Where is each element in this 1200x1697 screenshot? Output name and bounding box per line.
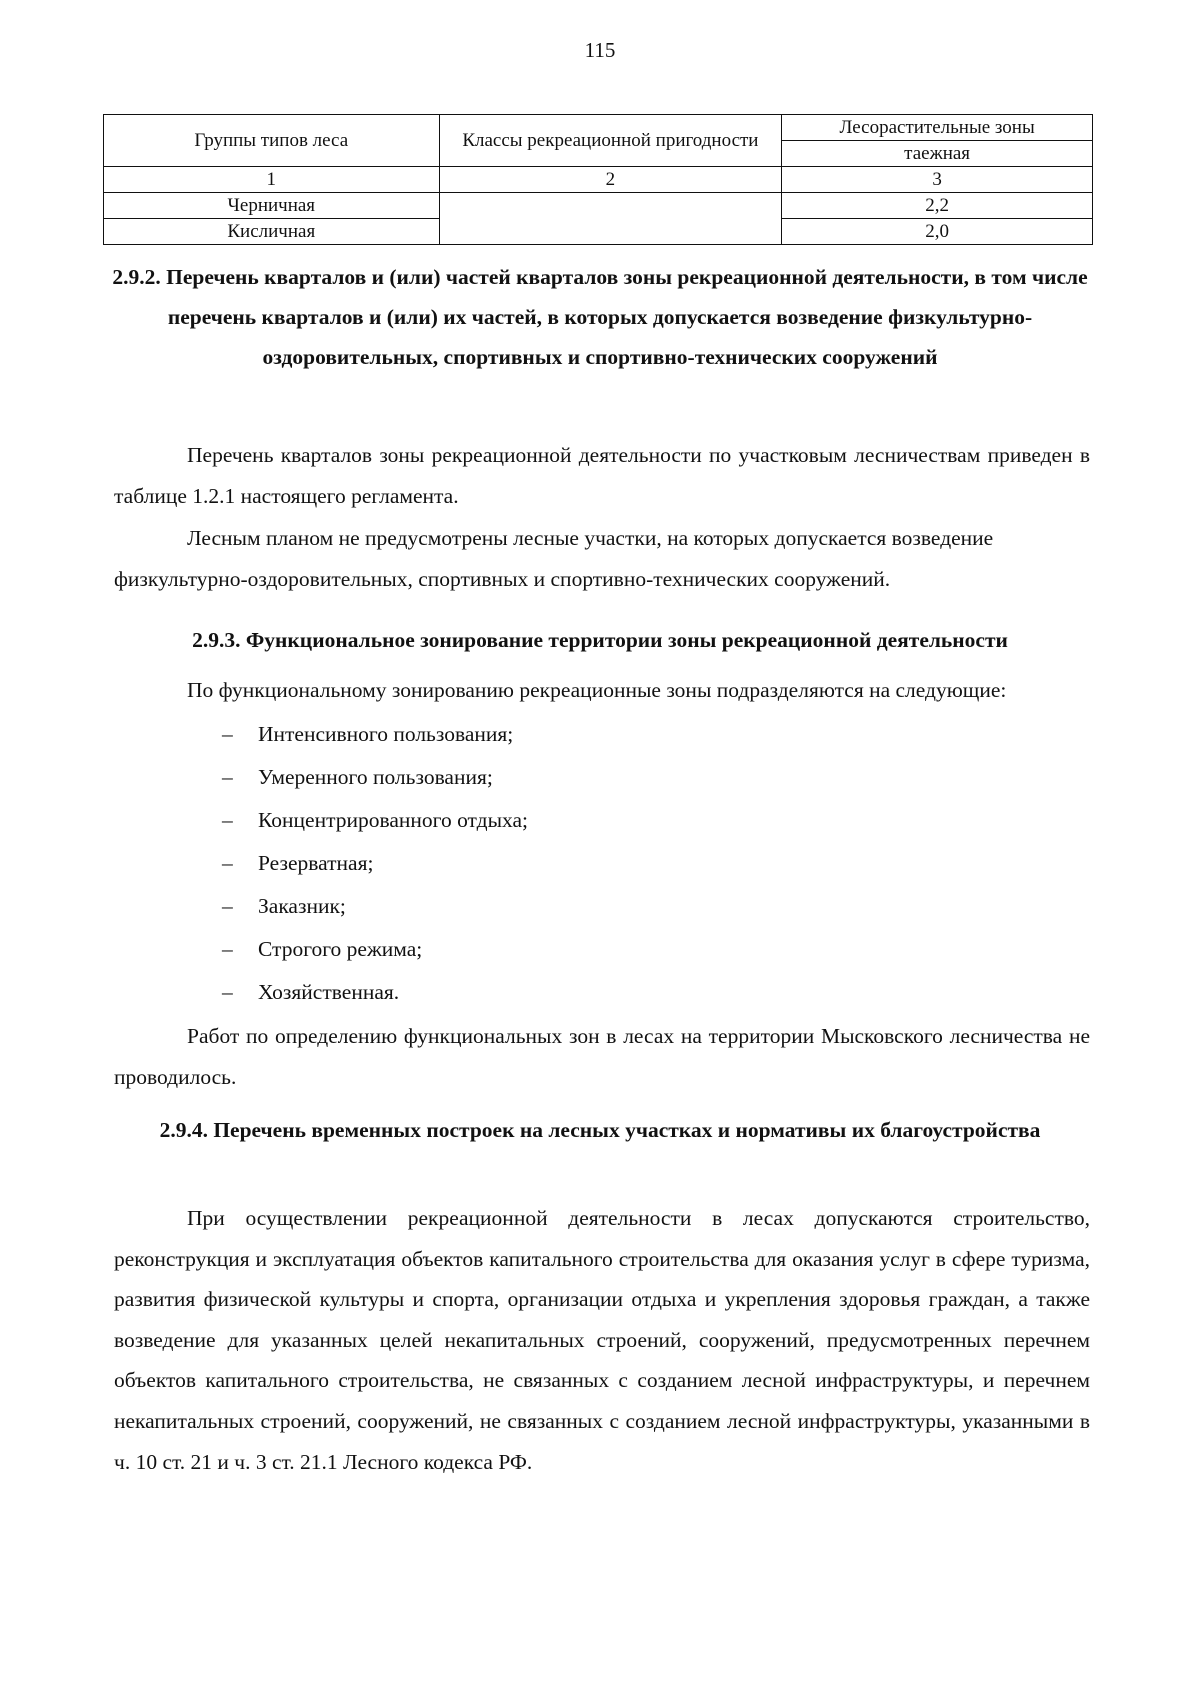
list-item [0, 799, 1200, 842]
zone-types-list [0, 713, 1200, 1014]
table-header-zones: Лесорастительные зоны [782, 115, 1093, 141]
list-dash: – [222, 722, 233, 746]
list-item-text: Хозяйственная. [258, 980, 400, 1004]
list-item-text: Концентрированного отдыха; [258, 808, 529, 832]
table-cell-value: 2,0 [782, 219, 1093, 245]
table-cell-class [439, 193, 782, 245]
list-dash: – [222, 808, 233, 832]
table-header-taiga: таежная [782, 141, 1093, 167]
list-item-text: Строгого режима; [258, 937, 423, 961]
list-item-text: Умеренного пользования; [258, 765, 493, 789]
table-row [104, 193, 1093, 219]
section-heading-2-9-3: 2.9.3. Функциональное зонирование территории зоны рекреационной деятельности [192, 628, 1008, 652]
list-dash: – [222, 980, 233, 1004]
table-header-groups: Группы типов леса [104, 115, 440, 167]
list-item [0, 928, 1200, 971]
section-293-intro: По функциональному зонированию рекреационные зоны подразделяются на следующие: [187, 678, 1007, 702]
list-item [0, 756, 1200, 799]
list-item [0, 971, 1200, 1014]
section-heading-2-9-2: 2.9.2. Перечень кварталов и (или) частей кварталов зоны рекреационной деятельности, в том числе перечень кварталов и (или) их частей, в которых допускается возведение физкультурно-оздоровительных, спортивных и спортивно-технических сооружений [112, 265, 1088, 369]
list-item [0, 713, 1200, 756]
table-header-classes: Классы рекреационной пригодности [439, 115, 782, 167]
table-numbering-row [104, 167, 1093, 193]
list-dash: – [222, 851, 233, 875]
table-cell: 2 [439, 167, 782, 193]
list-dash: – [222, 937, 233, 961]
list-dash: – [222, 894, 233, 918]
section-heading-2-9-4: 2.9.4. Перечень временных построек на лесных участках и нормативы их благоустройства [159, 1118, 1041, 1142]
table-cell-value: 2,2 [782, 193, 1093, 219]
section-292-paragraph-2: Лесным планом не предусмотрены лесные участки, на которых допускается возведение физкультурно-оздоровительных, спортивных и спортивно-технических сооружений. [114, 526, 994, 591]
table-cell: 1 [104, 167, 440, 193]
page-number: 115 [584, 38, 616, 62]
forest-types-table [103, 114, 1093, 245]
list-item-text: Заказник; [258, 894, 346, 918]
table-cell: 3 [782, 167, 1093, 193]
list-item-text: Резерватная; [258, 851, 374, 875]
section-292-paragraph-1: Перечень кварталов зоны рекреационной деятельности по участковым лесничествам приведен в таблице 1.2.1 настоящего регламента. [114, 443, 1090, 508]
section-294-paragraph: При осуществлении рекреационной деятельности в лесах допускаются строительство, реконструкция и эксплуатация объектов капитального строительства для оказания услуг в сфере туризма, развития физической культуры и спорта, организации отдыха и укрепления здоровья граждан, а также возведение для указанных целей некапитальных строений, сооружений, предусмотренных перечнем объектов капитального строительства, не связанных с созданием лесной инфраструктуры, и перечнем некапитальных строений, сооружений, не связанных с созданием лесной инфраструктуры, указанными в ч. 10 ст. 21 и ч. 3 ст. 21.1 Лесного кодекса РФ. [114, 1206, 1090, 1474]
table-cell-group: Черничная [104, 193, 440, 219]
list-dash: – [222, 765, 233, 789]
list-item [0, 842, 1200, 885]
section-293-closing: Работ по определению функциональных зон в лесах на территории Мысковского лесничества не проводилось. [114, 1024, 1090, 1089]
table-cell-group: Кисличная [104, 219, 440, 245]
list-item [0, 885, 1200, 928]
list-item-text: Интенсивного пользования; [258, 722, 514, 746]
